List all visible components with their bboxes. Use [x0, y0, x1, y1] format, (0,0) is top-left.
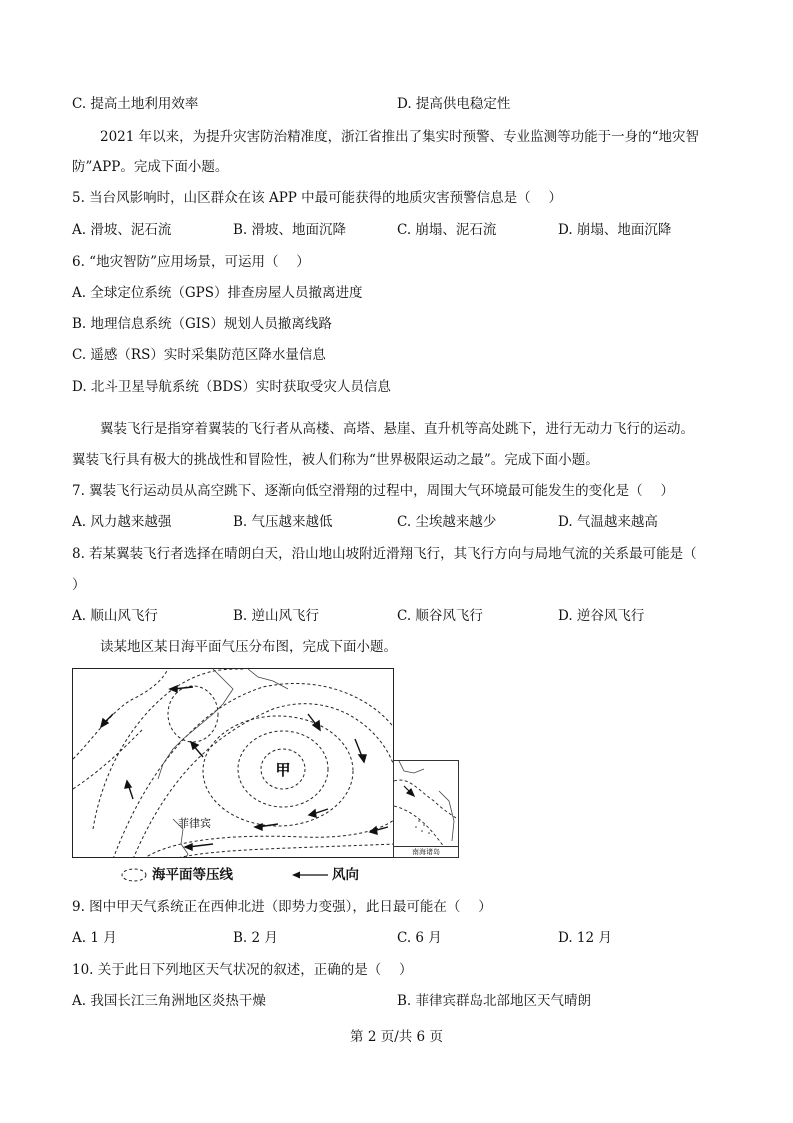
q5-option-a: A. 滑坡、泥石流	[72, 222, 172, 238]
wind-arrow-head	[370, 827, 377, 834]
q6-option-b: B. 地理信息系统（GIS）规划人员撤离线路	[72, 316, 332, 332]
intro1-line2: 防”APP。完成下面小题。	[72, 159, 229, 175]
wind-arrow-head	[125, 781, 131, 788]
q8-option-b: B. 逆山风飞行	[233, 608, 320, 624]
isobar-legend-icon	[120, 865, 148, 885]
isobar	[394, 780, 459, 821]
philippines-label: 菲律宾	[178, 817, 211, 830]
q9-option-b: B. 2 月	[233, 930, 278, 946]
q5-option-d: D. 崩塌、地面沉降	[558, 222, 672, 238]
wind-arrow-head	[185, 844, 192, 850]
q8-option-a: A. 顺山风飞行	[72, 608, 158, 624]
legend-isobar-label: 海平面等压线	[152, 867, 233, 883]
q7-option-a: A. 风力越来越强	[72, 514, 172, 530]
q7-option-c: C. 尘埃越来越少	[397, 514, 497, 530]
south-china-sea-inset	[393, 760, 459, 858]
q9-option-a: A. 1 月	[72, 930, 117, 946]
q8-option-c: C. 顺谷风飞行	[397, 608, 483, 624]
q7-option-b: B. 气压越来越低	[233, 514, 333, 530]
q9-option-c: C. 6 月	[397, 930, 442, 946]
q6-option-d: D. 北斗卫星导航系统（BDS）实时获取受灾人员信息	[72, 379, 391, 395]
q6-option-a: A. 全球定位系统（GPS）排查房屋人员撤离进度	[72, 285, 363, 301]
coastline	[439, 791, 454, 841]
q6-stem: 6. “地灾智防”应用场景，可运用（ ）	[72, 254, 310, 270]
isobar	[394, 806, 444, 847]
intro2-line1: 翼装飞行是指穿着翼装的飞行者从高楼、高塔、悬崖、直升机等高处跳下，进行无动力飞行的运动。	[100, 421, 694, 437]
q6-option-c: C. 遥感（RS）实时采集防范区降水量信息	[72, 347, 326, 363]
page-footer: 第 2 页/共 6 页	[350, 1029, 443, 1045]
isobar	[73, 729, 143, 789]
prev-option-d: D. 提高供电稳定性	[397, 96, 511, 112]
q7-option-d: D. 气温越来越高	[558, 514, 658, 530]
coastline	[399, 761, 424, 773]
coastline	[248, 669, 288, 689]
isobar	[113, 683, 394, 858]
pressure-map	[72, 668, 394, 858]
q9-option-d: D. 12 月	[558, 930, 612, 946]
isobar	[173, 844, 394, 858]
isobar	[93, 669, 243, 829]
q5-option-c: C. 崩塌、泥石流	[397, 222, 497, 238]
q8-stem-line1: 8. 若某翼装飞行者选择在晴朗白天，沿山地山坡附近滑翔飞行，其飞行方向与局地气流的关系最可能是（	[72, 546, 697, 562]
intro2-line2: 翼装飞行具有极大的挑战性和冒险性，被人们称为“世界极限运动之最”。完成下面小题。	[72, 452, 599, 468]
wind-arrow-head	[359, 755, 366, 762]
isobar	[133, 704, 394, 858]
isobar	[168, 686, 218, 742]
wind-arrow-head	[191, 742, 198, 749]
q8-stem-line2: ）	[72, 577, 86, 593]
q5-option-b: B. 滑坡、地面沉降	[233, 222, 347, 238]
q10-option-a: A. 我国长江三角洲地区炎热干燥	[72, 993, 266, 1009]
wind-legend-icon	[290, 865, 330, 885]
prev-option-c: C. 提高土地利用效率	[72, 96, 199, 112]
high-pressure-label: 甲	[275, 761, 291, 779]
legend-wind-label: 风向	[332, 867, 359, 883]
pressure-map-drawing	[73, 669, 394, 858]
inset-label: 南海诸岛	[394, 846, 458, 857]
q10-option-b: B. 菲律宾群岛北部地区天气晴朗	[397, 993, 592, 1009]
inset-drawing	[394, 761, 459, 847]
wind-arrow-head	[255, 824, 262, 830]
q10-stem: 10. 关于此日下列地区天气状况的叙述，正确的是（ ）	[72, 962, 413, 978]
intro1-line1: 2021 年以来，为提升灾害防治精准度，浙江省推出了集实时预警、专业监测等功能于一身的“地灾智	[100, 129, 700, 145]
q9-stem: 9. 图中甲天气系统正在西伸北进（即势力变强），此日最可能在（ ）	[72, 899, 492, 915]
isobar	[73, 669, 168, 759]
q5-stem: 5. 当台风影响时，山区群众在该 APP 中最可能获得的地质灾害预警信息是（ ）	[72, 190, 562, 206]
q8-option-d: D. 逆谷风飞行	[558, 608, 645, 624]
q7-stem: 7. 翼装飞行运动员从高空跳下、逐渐向低空滑翔的过程中，周围大气环境最可能发生的变化是（ ）	[72, 483, 674, 499]
wind-arrow-head	[309, 810, 316, 817]
intro3: 读某地区某日海平面气压分布图，完成下面小题。	[100, 639, 397, 655]
